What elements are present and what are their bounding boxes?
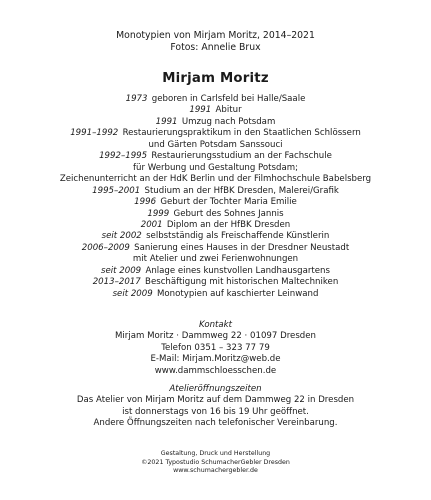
header bbox=[0, 30, 431, 54]
bio-year: seit 2002 bbox=[101, 231, 142, 242]
contact-section bbox=[0, 320, 431, 377]
biography bbox=[0, 94, 431, 300]
bio-text: selbstständig als Freischaffende Künstlerin bbox=[146, 231, 330, 242]
bio-year: 2006–2009 bbox=[81, 242, 130, 253]
bio-entry bbox=[0, 289, 431, 300]
opening-hours-label: Atelieröffnungszeiten bbox=[169, 384, 262, 394]
bio-text: Restaurierungsstudium an der Fachschule bbox=[151, 151, 332, 162]
artist-name: Mirjam Moritz bbox=[162, 71, 269, 86]
bio-entry bbox=[0, 197, 431, 208]
bio-text: und Gärten Potsdam Sanssouci bbox=[148, 139, 283, 150]
bio-entry bbox=[0, 209, 431, 220]
bio-text: für Werbung und Gestaltung Potsdam; bbox=[132, 162, 299, 173]
bio-text: geboren in Carlsfeld bei Halle/Saale bbox=[151, 94, 306, 104]
bio-year: 1992–1995 bbox=[99, 151, 148, 162]
bio-year: 1996 bbox=[134, 197, 157, 208]
imprint-line-2: ©2021 Typostudio SchumacherGebler Dresden bbox=[141, 458, 290, 466]
bio-year: seit 2009 bbox=[112, 288, 153, 299]
bio-text: Zeichenunterricht an der HdK Berlin und der Filmhochschule Babelsberg bbox=[59, 174, 372, 185]
opening-hours-line-1: Das Atelier von Mirjam Moritz auf dem Dammweg 22 in Dresden bbox=[76, 395, 355, 406]
bio-text: Studium an der HfBK Dresden, Malerei/Grafik bbox=[144, 185, 339, 196]
bio-text: Restaurierungspraktikum in den Staatlichen Schlössern bbox=[122, 128, 361, 139]
bio-entry bbox=[0, 231, 431, 242]
bio-entry bbox=[0, 277, 431, 288]
contact-phone: Telefon 0351 – 323 77 79 bbox=[161, 342, 270, 353]
bio-text: Umzug nach Potsdam bbox=[181, 116, 276, 127]
bio-entry bbox=[0, 266, 431, 277]
bio-entry bbox=[0, 254, 431, 265]
contact-email: E-Mail: Mirjam.Moritz@web.de bbox=[150, 354, 281, 365]
bio-text: mit Atelier und zwei Ferienwohnungen bbox=[132, 254, 299, 265]
bio-year: 2001 bbox=[140, 219, 163, 230]
contact-website: www.dammschloesschen.de bbox=[154, 365, 277, 376]
bio-text: Sanierung eines Hauses in der Dresdner Neustadt bbox=[134, 242, 350, 253]
opening-hours-section bbox=[0, 384, 431, 430]
opening-hours-line-3: Andere Öffnungszeiten nach telefonischer Vereinbarung. bbox=[93, 418, 338, 429]
bio-entry bbox=[0, 163, 431, 174]
bio-year: 1999 bbox=[147, 208, 170, 219]
bio-text: Monotypien auf kaschierter Leinwand bbox=[156, 288, 319, 299]
imprint-website: www.schumachergebler.de bbox=[173, 467, 258, 475]
bio-year: 1991–1992 bbox=[70, 128, 119, 139]
bio-entry bbox=[0, 243, 431, 254]
bio-entry bbox=[0, 140, 431, 151]
bio-text: Anlage eines kunstvollen Landhausgartens bbox=[145, 265, 330, 276]
bio-text: Beschäftigung mit historischen Maltechniken bbox=[145, 277, 339, 288]
imprint-line-1: Gestaltung, Druck und Herstellung bbox=[160, 450, 271, 457]
bio-text: Geburt des Sohnes Jannis bbox=[173, 208, 284, 219]
imprint-footer bbox=[0, 450, 431, 476]
bio-entry bbox=[0, 174, 431, 185]
bio-entry bbox=[0, 94, 431, 105]
bio-entry bbox=[0, 151, 431, 162]
bio-year: 1995–2001 bbox=[92, 185, 141, 196]
header-photo-credit: Fotos: Annelie Brux bbox=[170, 42, 261, 53]
bio-year: 2013–2017 bbox=[92, 277, 141, 288]
bio-entry bbox=[0, 128, 431, 139]
bio-entry bbox=[0, 105, 431, 116]
bio-entry bbox=[0, 117, 431, 128]
header-title: Monotypien von Mirjam Moritz, 2014–2021 bbox=[116, 30, 315, 41]
bio-text: Geburt der Tochter Maria Emilie bbox=[160, 197, 297, 208]
contact-address: Mirjam Moritz · Dammweg 22 · 01097 Dresden bbox=[114, 331, 316, 342]
bio-text: Diplom an der HfBK Dresden bbox=[166, 219, 291, 230]
bio-year: 1973 bbox=[125, 94, 148, 104]
opening-hours-line-2: ist donnerstags von 16 bis 19 Uhr geöffnet. bbox=[122, 406, 309, 417]
bio-entry bbox=[0, 220, 431, 231]
bio-entry bbox=[0, 186, 431, 197]
bio-year: 1991 bbox=[189, 105, 212, 116]
bio-text: Abitur bbox=[215, 105, 242, 116]
contact-label: Kontakt bbox=[198, 320, 232, 330]
bio-year: seit 2009 bbox=[101, 265, 142, 276]
bio-year: 1991 bbox=[155, 116, 178, 127]
